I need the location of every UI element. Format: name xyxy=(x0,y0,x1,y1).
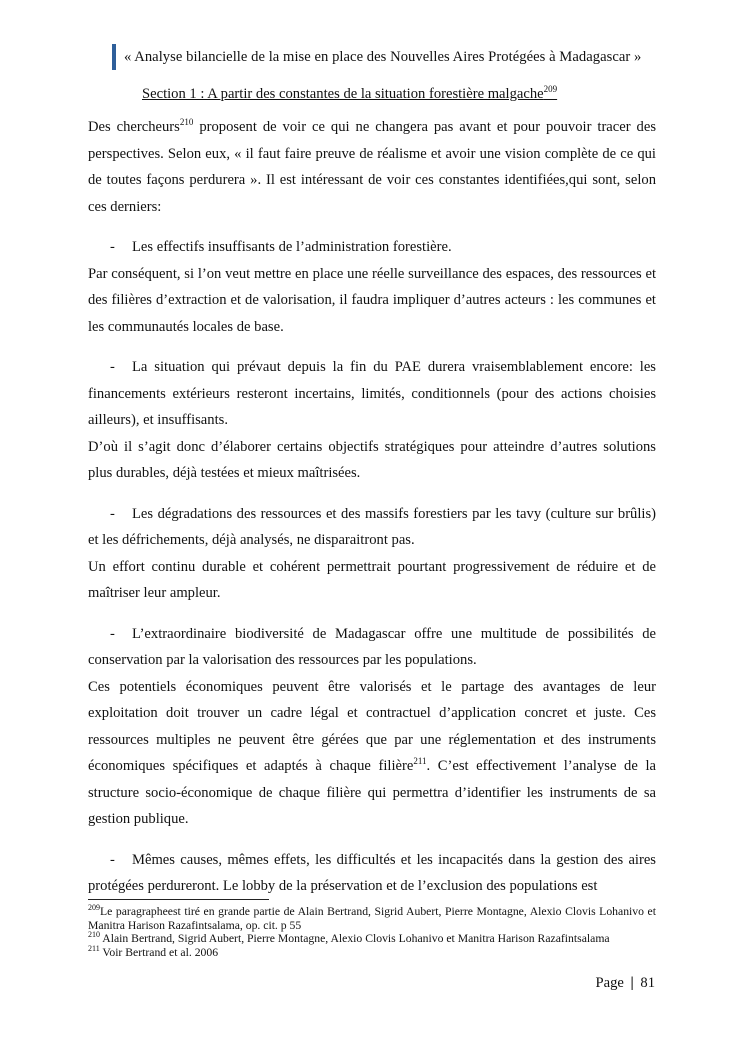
bullet-dash: - xyxy=(110,625,115,642)
footnotes xyxy=(88,899,656,959)
bullet-dash: - xyxy=(110,505,115,522)
bullet-item: - Les dégradations des ressources et des massifs forestiers par les tavy (culture sur brûlis) et les défrichements, déjà analysés, ne disparaitront pas. xyxy=(88,501,656,554)
page-label: Page xyxy=(595,975,624,991)
paragraph: Ces potentiels économiques peuvent être valorisés et le partage des avantages de leur exploitation doit trouver un cadre légal et contractuel d’application concret et juste. Ces ressources multiples ne peuvent être gérées que par une réglementation et des instruments économiques spécifiques et adaptés à chaque filière$^{211}$. C’est effectivement l’analyse de la structure socio-économique de chaque filière qui permettra d’identifier les instruments de sa gestion publique. xyxy=(88,678,656,827)
paragraph: Un effort continu durable et cohérent permettrait pourtant progressivement de réduire et de maîtriser leur ampleur. xyxy=(88,558,656,601)
footnote-ref-209[interactable]: 209 xyxy=(543,84,558,95)
page-separator: | xyxy=(630,975,634,991)
header-accent-bar xyxy=(112,44,116,70)
section-title xyxy=(142,86,557,103)
footnote: $^{210}$ Alain Bertrand, Sigrid Aubert, Pierre Montagne, Alexio Clovis Lohanivo et Manitra Harison Razafintsalama xyxy=(88,930,610,946)
footnote-ref-210[interactable]: 210 xyxy=(179,117,194,128)
body-text xyxy=(88,114,656,900)
footnote-separator xyxy=(88,899,269,900)
bullet-item: - Mêmes causes, mêmes effets, les difficultés et les incapacités dans la gestion des aires protégées perdureront. Le lobby de la préservation et de l’exclusion des populations est xyxy=(88,847,656,900)
intro-paragraph: Des chercheurs$^{210}$ proposent de voir ce qui ne changera pas avant et pour pouvoir tracer des perspectives. Selon eux, « il faut faire preuve de réalisme et avoir une vision complète de ce qui de toutes façons perdurera ». Il est intéressant de voir ces constantes identifiées,qui sont, selon ces derniers: xyxy=(88,117,656,215)
section-title-text: Section 1 : A partir des constantes de la situation forestière malgache xyxy=(142,86,544,102)
bullet-item: - L’extraordinaire biodiversité de Madagascar offre une multitude de possibilités de conservation par la valorisation des ressources par les populations. xyxy=(88,621,656,674)
bullet-dash: - xyxy=(110,359,115,375)
bullet-item: - La situation qui prévaut depuis la fin du PAE durera vraisemblablement encore: les financements extérieurs resteront incertains, limités, conditionnels (pour des actions choisies ailleurs), et insuffisants. xyxy=(88,354,656,434)
page-number xyxy=(596,975,656,992)
running-title: « Analyse bilancielle de la mise en place des Nouvelles Aires Protégées à Madagascar » xyxy=(124,48,642,65)
page-number-value: 81 xyxy=(640,975,655,991)
bullet-item: - Les effectifs insuffisants de l’administration forestière. xyxy=(88,234,656,261)
footnote: $^{211}$ Voir Bertrand et al. 2006 xyxy=(88,943,219,959)
paragraph: Par conséquent, si l’on veut mettre en place une réelle surveillance des espaces, des ressources et des filières d’extraction et de valorisation, il faudra impliquer d’autres acteurs : les communes et les communautés locales de base. xyxy=(88,265,656,335)
running-header xyxy=(112,44,641,70)
bullet-dash: - xyxy=(110,851,115,868)
footnote: $^{209}$Le paragrapheest tiré en grande partie de Alain Bertrand, Sigrid Aubert, Pierre Montagne, Alexio Clovis Lohanivo et Manitra Harison Razafintsalama, op. cit. p 55 xyxy=(88,903,656,932)
paragraph: D’où il s’agit donc d’élaborer certains objectifs stratégiques pour atteindre d’autres solutions plus durables, déjà testées et mieux maîtrisées. xyxy=(88,438,656,481)
footnote-ref-211[interactable]: 211 xyxy=(413,756,427,767)
bullet-dash: - xyxy=(110,239,115,255)
